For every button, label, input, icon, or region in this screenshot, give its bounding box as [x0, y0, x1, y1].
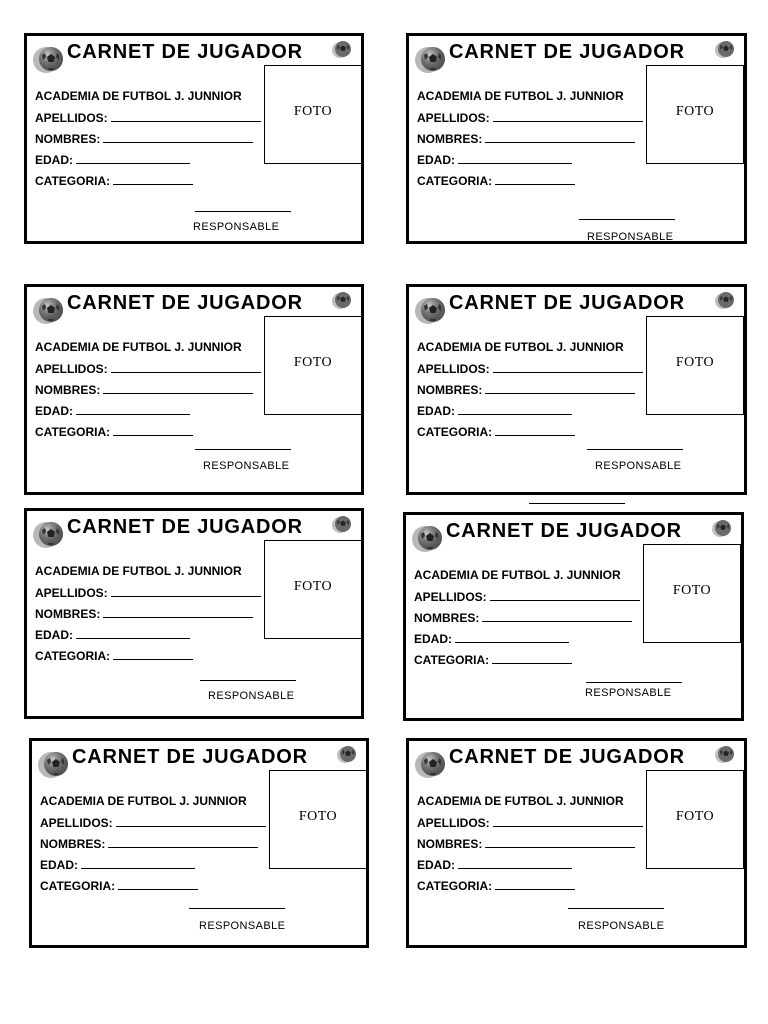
apellidos-label: APELLIDOS:	[35, 111, 108, 125]
soccer-ball-icon	[714, 744, 736, 764]
categoria-field	[414, 652, 572, 667]
signature-line	[586, 682, 682, 683]
photo-label: FOTO	[675, 809, 715, 824]
categoria-label: CATEGORIA:	[417, 174, 493, 188]
apellidos-field	[417, 815, 643, 830]
soccer-ball-icon	[32, 294, 68, 326]
edad-blank	[76, 627, 190, 639]
soccer-ball-icon	[414, 43, 450, 75]
categoria-blank	[495, 878, 575, 890]
edad-label: EDAD:	[35, 153, 73, 167]
nombres-label: NOMBRES:	[35, 383, 101, 397]
signature-label: RESPONSABLE	[587, 231, 674, 243]
signature-line	[195, 449, 291, 450]
academy-name: ACADEMIA DE FUTBOL J. JUNNIOR	[414, 568, 621, 582]
edad-blank	[458, 403, 572, 415]
soccer-ball-icon	[32, 43, 68, 75]
academy-name: ACADEMIA DE FUTBOL J. JUNNIOR	[40, 794, 247, 808]
categoria-blank	[495, 424, 575, 436]
apellidos-blank	[490, 589, 640, 601]
photo-box	[264, 316, 362, 415]
edad-blank	[455, 631, 569, 643]
nombres-blank	[485, 382, 635, 394]
photo-box	[646, 316, 744, 415]
nombres-label: NOMBRES:	[417, 132, 483, 146]
signature-label: RESPONSABLE	[199, 920, 286, 932]
edad-label: EDAD:	[417, 153, 455, 167]
apellidos-label: APELLIDOS:	[417, 816, 490, 830]
photo-box	[264, 65, 362, 164]
nombres-field	[417, 382, 635, 397]
card-title: CARNET DE JUGADOR	[67, 516, 303, 538]
stray-signature-line	[529, 503, 625, 504]
apellidos-field	[35, 110, 261, 125]
nombres-blank	[108, 836, 258, 848]
nombres-label: NOMBRES:	[417, 383, 483, 397]
photo-box	[646, 65, 744, 164]
apellidos-field	[417, 361, 643, 376]
apellidos-label: APELLIDOS:	[35, 586, 108, 600]
categoria-field	[35, 173, 193, 188]
signature-line	[568, 908, 664, 909]
signature-line	[579, 219, 675, 220]
academy-name: ACADEMIA DE FUTBOL J. JUNNIOR	[35, 340, 242, 354]
photo-label: FOTO	[293, 579, 333, 594]
categoria-field	[417, 424, 575, 439]
photo-label: FOTO	[293, 104, 333, 119]
academy-name: ACADEMIA DE FUTBOL J. JUNNIOR	[417, 89, 624, 103]
player-card-6	[403, 512, 744, 721]
signature-label: RESPONSABLE	[585, 687, 672, 699]
academy-name: ACADEMIA DE FUTBOL J. JUNNIOR	[417, 794, 624, 808]
apellidos-label: APELLIDOS:	[40, 816, 113, 830]
edad-field	[40, 857, 195, 872]
edad-blank	[458, 152, 572, 164]
apellidos-field	[40, 815, 266, 830]
nombres-field	[414, 610, 632, 625]
soccer-ball-icon	[711, 518, 733, 538]
categoria-label: CATEGORIA:	[35, 425, 111, 439]
categoria-label: CATEGORIA:	[35, 174, 111, 188]
photo-box	[646, 770, 744, 869]
edad-label: EDAD:	[414, 632, 452, 646]
edad-label: EDAD:	[417, 404, 455, 418]
categoria-blank	[113, 173, 193, 185]
edad-blank	[81, 857, 195, 869]
categoria-field	[35, 648, 193, 663]
edad-blank	[76, 403, 190, 415]
categoria-blank	[118, 878, 198, 890]
nombres-field	[35, 131, 253, 146]
categoria-field	[417, 173, 575, 188]
categoria-blank	[492, 652, 572, 664]
apellidos-blank	[111, 361, 261, 373]
player-card-7	[29, 738, 369, 948]
signature-label: RESPONSABLE	[193, 221, 280, 233]
categoria-label: CATEGORIA:	[35, 649, 111, 663]
nombres-blank	[485, 131, 635, 143]
soccer-ball-icon	[331, 514, 353, 534]
nombres-field	[40, 836, 258, 851]
photo-label: FOTO	[293, 355, 333, 370]
nombres-blank	[103, 382, 253, 394]
signature-label: RESPONSABLE	[208, 690, 295, 702]
apellidos-blank	[493, 110, 643, 122]
photo-label: FOTO	[672, 583, 712, 598]
apellidos-label: APELLIDOS:	[417, 111, 490, 125]
edad-label: EDAD:	[417, 858, 455, 872]
photo-box	[643, 544, 741, 643]
edad-field	[414, 631, 569, 646]
nombres-field	[35, 382, 253, 397]
signature-label: RESPONSABLE	[203, 460, 290, 472]
academy-name: ACADEMIA DE FUTBOL J. JUNNIOR	[35, 564, 242, 578]
player-card-3	[24, 284, 364, 495]
signature-line	[200, 680, 296, 681]
soccer-ball-icon	[414, 294, 450, 326]
nombres-blank	[485, 836, 635, 848]
photo-label: FOTO	[675, 104, 715, 119]
apellidos-field	[35, 361, 261, 376]
categoria-blank	[113, 424, 193, 436]
nombres-label: NOMBRES:	[414, 611, 480, 625]
apellidos-blank	[111, 110, 261, 122]
soccer-ball-icon	[331, 39, 353, 59]
card-title: CARNET DE JUGADOR	[67, 292, 303, 314]
edad-field	[417, 152, 572, 167]
nombres-field	[35, 606, 253, 621]
apellidos-field	[35, 585, 261, 600]
card-title: CARNET DE JUGADOR	[449, 292, 685, 314]
apellidos-blank	[116, 815, 266, 827]
soccer-ball-icon	[331, 290, 353, 310]
nombres-label: NOMBRES:	[40, 837, 106, 851]
soccer-ball-icon	[714, 290, 736, 310]
card-title: CARNET DE JUGADOR	[446, 520, 682, 542]
signature-label: RESPONSABLE	[578, 920, 665, 932]
signature-label: RESPONSABLE	[595, 460, 682, 472]
apellidos-label: APELLIDOS:	[417, 362, 490, 376]
edad-field	[35, 403, 190, 418]
signature-line	[587, 449, 683, 450]
edad-blank	[76, 152, 190, 164]
apellidos-label: APELLIDOS:	[35, 362, 108, 376]
soccer-ball-icon	[336, 744, 358, 764]
photo-label: FOTO	[675, 355, 715, 370]
nombres-label: NOMBRES:	[35, 607, 101, 621]
edad-label: EDAD:	[35, 628, 73, 642]
nombres-field	[417, 131, 635, 146]
categoria-label: CATEGORIA:	[417, 879, 493, 893]
apellidos-field	[414, 589, 640, 604]
signature-line	[189, 908, 285, 909]
nombres-blank	[103, 606, 253, 618]
photo-label: FOTO	[298, 809, 338, 824]
categoria-blank	[495, 173, 575, 185]
edad-label: EDAD:	[40, 858, 78, 872]
academy-name: ACADEMIA DE FUTBOL J. JUNNIOR	[417, 340, 624, 354]
soccer-ball-icon	[32, 518, 68, 550]
categoria-blank	[113, 648, 193, 660]
apellidos-blank	[493, 361, 643, 373]
categoria-field	[417, 878, 575, 893]
card-title: CARNET DE JUGADOR	[449, 746, 685, 768]
nombres-blank	[103, 131, 253, 143]
nombres-field	[417, 836, 635, 851]
player-card-4	[406, 284, 747, 495]
edad-blank	[458, 857, 572, 869]
edad-field	[417, 403, 572, 418]
soccer-ball-icon	[37, 748, 73, 780]
categoria-field	[40, 878, 198, 893]
card-title: CARNET DE JUGADOR	[449, 41, 685, 63]
apellidos-label: APELLIDOS:	[414, 590, 487, 604]
nombres-label: NOMBRES:	[417, 837, 483, 851]
academy-name: ACADEMIA DE FUTBOL J. JUNNIOR	[35, 89, 242, 103]
card-title: CARNET DE JUGADOR	[67, 41, 303, 63]
categoria-label: CATEGORIA:	[40, 879, 116, 893]
edad-field	[35, 627, 190, 642]
soccer-ball-icon	[411, 522, 447, 554]
photo-box	[269, 770, 367, 869]
player-card-5	[24, 508, 364, 719]
edad-label: EDAD:	[35, 404, 73, 418]
signature-line	[195, 211, 291, 212]
player-card-8	[406, 738, 747, 948]
edad-field	[417, 857, 572, 872]
edad-field	[35, 152, 190, 167]
nombres-label: NOMBRES:	[35, 132, 101, 146]
player-card-1	[24, 33, 364, 244]
apellidos-blank	[111, 585, 261, 597]
apellidos-blank	[493, 815, 643, 827]
apellidos-field	[417, 110, 643, 125]
nombres-blank	[482, 610, 632, 622]
photo-box	[264, 540, 362, 639]
categoria-field	[35, 424, 193, 439]
categoria-label: CATEGORIA:	[417, 425, 493, 439]
categoria-label: CATEGORIA:	[414, 653, 490, 667]
soccer-ball-icon	[414, 748, 450, 780]
card-title: CARNET DE JUGADOR	[72, 746, 308, 768]
soccer-ball-icon	[714, 39, 736, 59]
player-card-2	[406, 33, 747, 244]
